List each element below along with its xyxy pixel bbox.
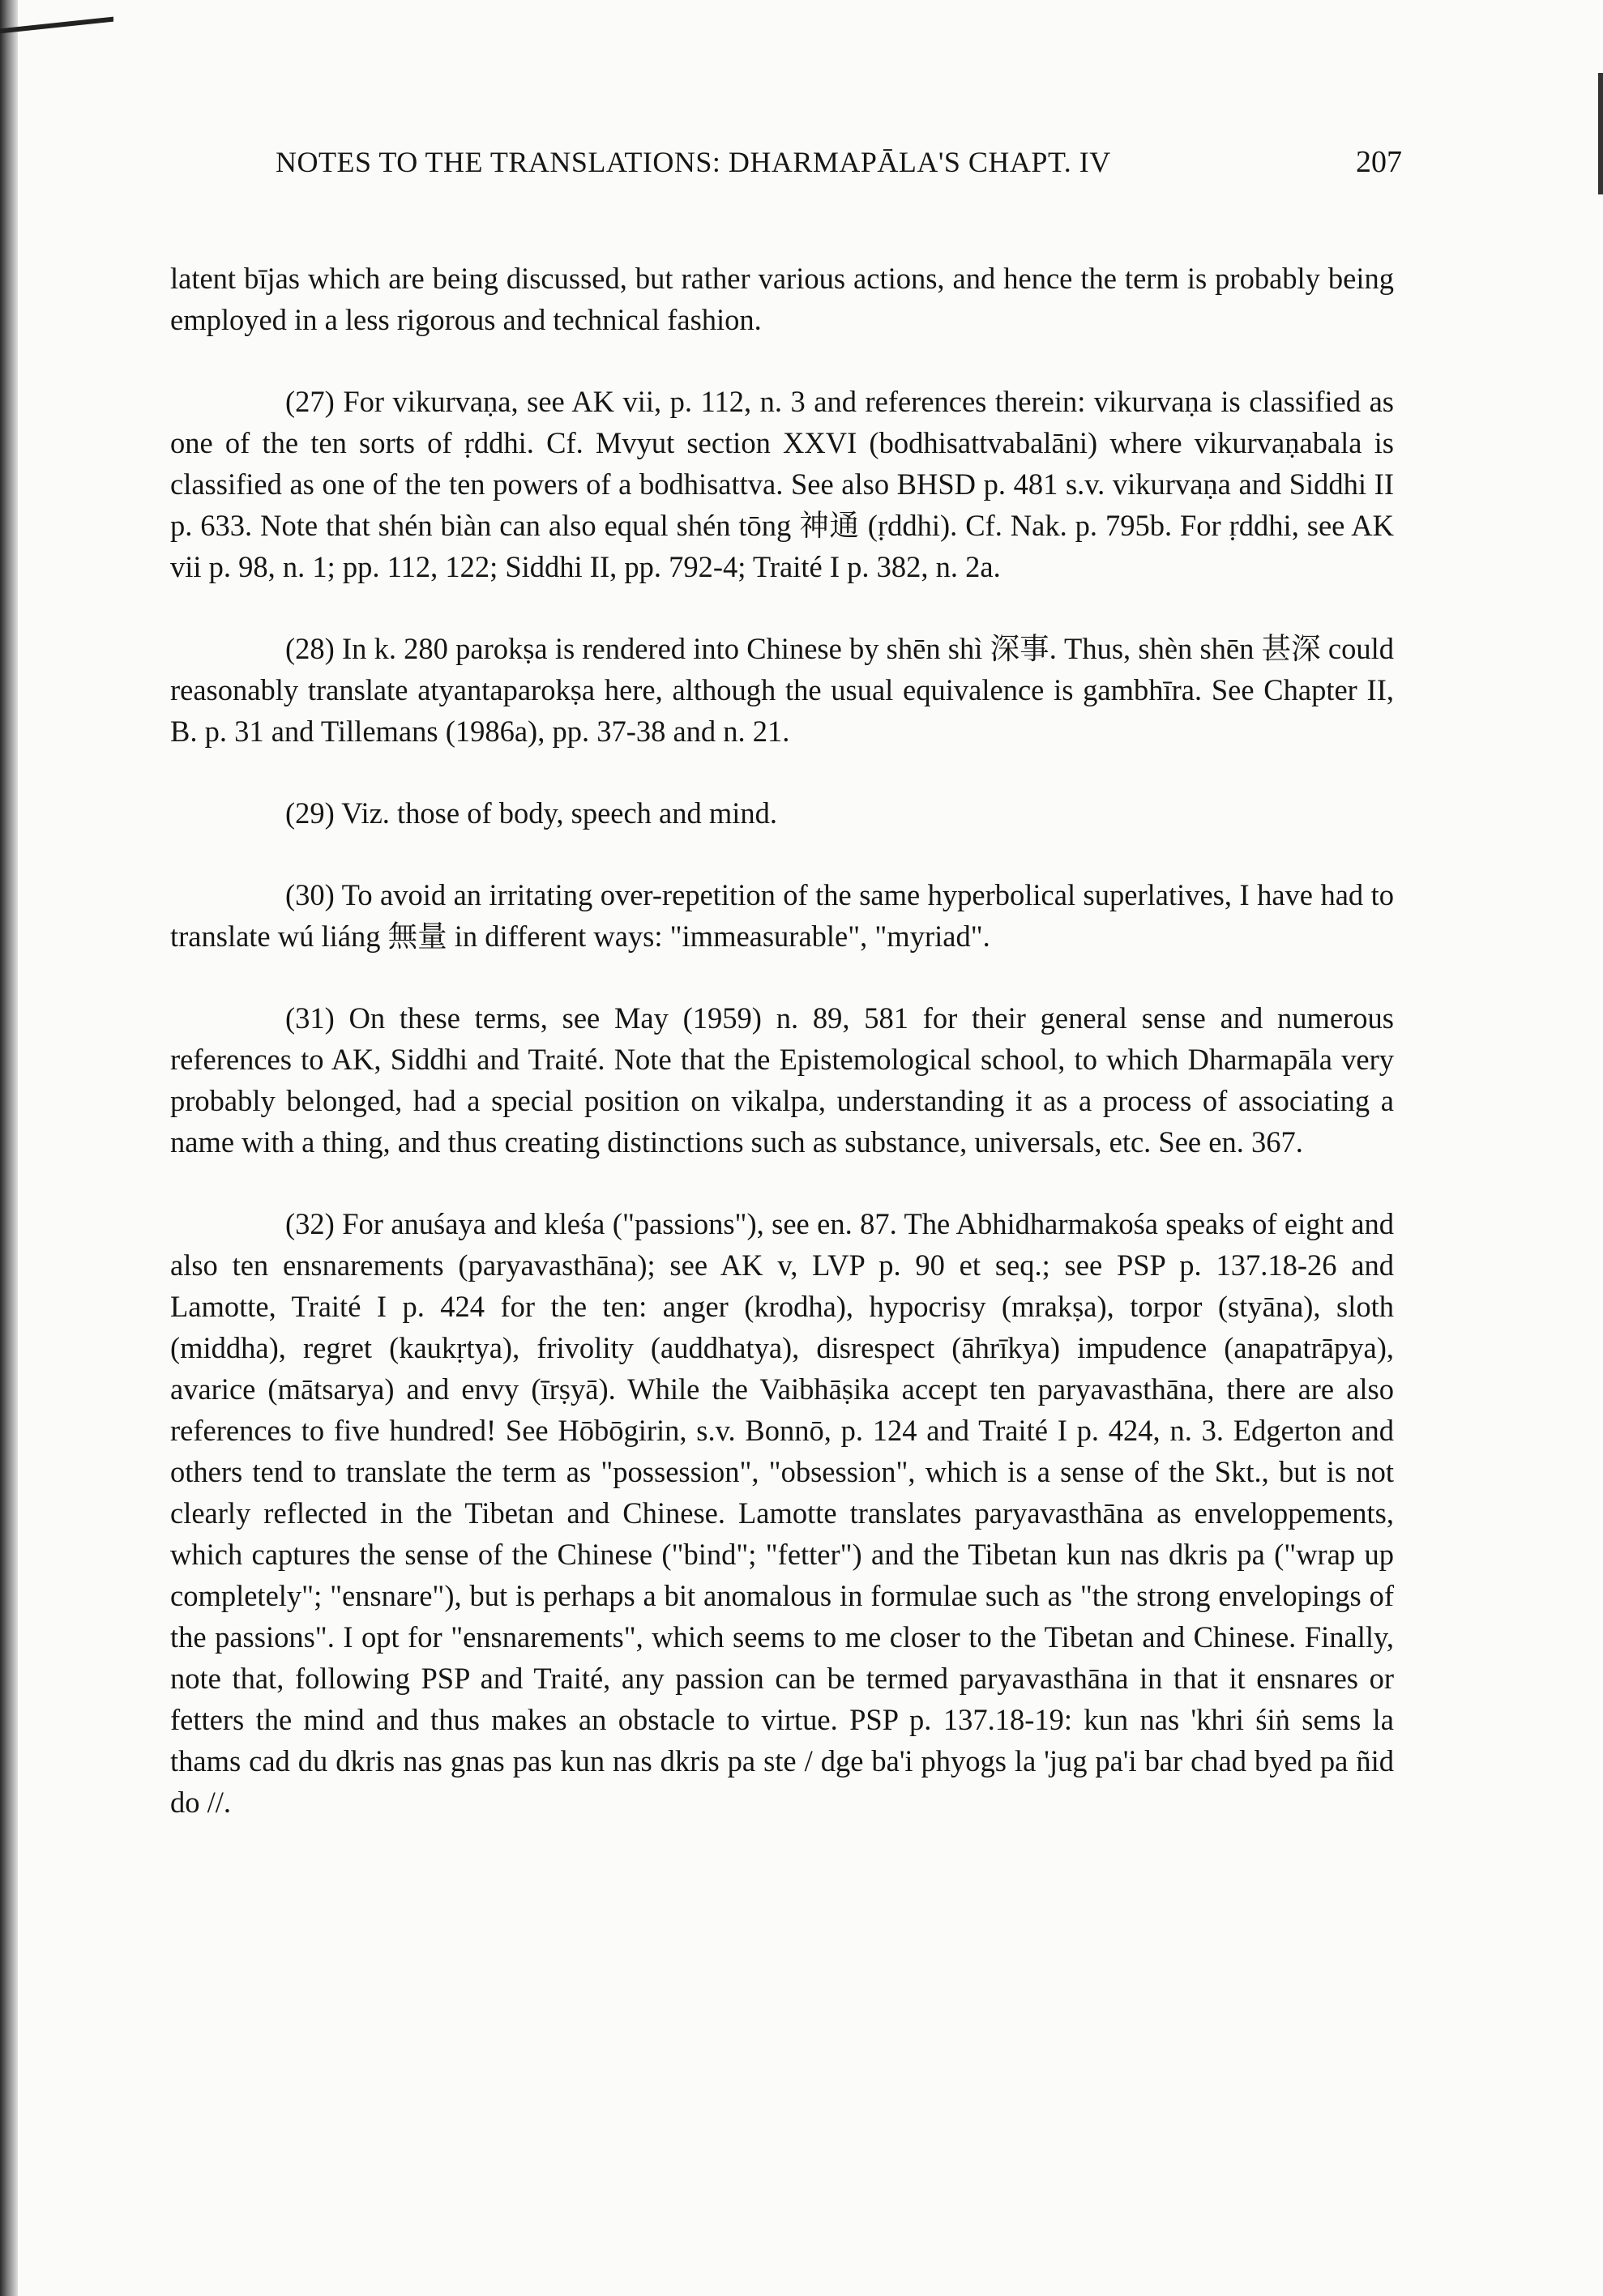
page-header [276,144,1402,193]
note-28: (28) In k. 280 parokṣa is rendered into Chinese by shēn shì 深事. Thus, shèn shēn 甚深 could reasonably translate atyantaparokṣa here, although the usual equivalence is gambhīra. See Chapter II, B. p. 31 and Tillemans (1986a), pp. 37-38 and n. 21. [170,632,1394,748]
note-32: (32) For anuśaya and kleśa ("passions"), see en. 87. The Abhidharmakośa speaks of eight and also ten ensnarements (paryavasthāna); see AK v, LVP p. 90 et seq.; see PSP p. 137.18-26 and Lamotte, Traité I p. 424 for the ten: anger (krodha), hypocrisy (mrakṣa), torpor (styāna), sloth (middha), regret (kaukṛtya), frivolity (auddhatya), disrespect (āhrīkya) impudence (anapatrāpya), avarice (mātsarya) and envy (īrṣyā). While the Vaibhāṣika accept ten paryavasthāna, there are also references to five hundred! See Hōbōgirin, s.v. Bonnō, p. 124 and Traité I p. 424, n. 3. Edgerton and others tend to translate the term as "possession", "obsession", which is a sense of the Skt., but is not clearly reflected in the Tibetan and Chinese. Lamotte translates paryavasthāna as enveloppements, which captures the sense of the Chinese ("bind"; "fetter") and the Tibetan kun nas dkris pa ("wrap up completely"; "ensnare"), but is perhaps a bit anomalous in formulae such as "the strong envelopings of the passions". I opt for "ensnarements", which seems to me closer to the Tibetan and Chinese. Finally, note that, following PSP and Traité, any passion can be termed paryavasthāna in that it ensnares or fetters the mind and thus makes an obstacle to virtue. PSP p. 137.18-19: kun nas 'khri śiṅ sems la thams cad du dkris nas gnas pas kun nas dkris pa ste / dge ba'i phyogs la 'jug pa'i bar chad byed pa ñid do //. [170,1207,1394,1819]
note-27: (27) For vikurvaṇa, see AK vii, p. 112, n. 3 and references therein: vikurvaṇa is classified as one of the ten sorts of ṛddhi. Cf. Mvyut section XXVI (bodhisattvabalāni) where vikurvaṇabala is classified as one of the ten powers of a bodhisattva. See also BHSD p. 481 s.v. vikurvaṇa and Siddhi II p. 633. Note that shén biàn can also equal shén tōng 神通 (ṛddhi). Cf. Nak. p. 795b. For ṛddhi, see AK vii p. 98, n. 1; pp. 112, 122; Siddhi II, pp. 792-4; Traité I p. 382, n. 2a. [170,385,1394,583]
running-head: NOTES TO THE TRANSLATIONS: DHARMAPĀLA'S CHAPT. IV [276,146,1111,178]
note-29: (29) Viz. those of body, speech and mind. [285,796,778,830]
page-number: 207 [1356,145,1402,179]
notes-body [170,258,1394,1823]
note-31: (31) On these terms, see May (1959) n. 89, 581 for their general sense and numerous references to AK, Siddhi and Traité. Note that the Epistemological school, to which Dharmapāla very probably belonged, had a special position on vikalpa, understanding it as a process of associating a name with a thing, and thus creating distinctions such as substance, universals, etc. See en. 367. [170,1001,1394,1159]
note-30: (30) To avoid an irritating over-repetition of the same hyperbolical superlatives, I have had to translate wú liáng 無量 in different ways: "immeasurable", "myriad". [170,878,1394,953]
note-continuation: latent bījas which are being discussed, but rather various actions, and hence the term is probably being employed in a less rigorous and technical fashion. [170,262,1394,336]
book-binding-shadow [0,0,18,2296]
page-edge-mark [1598,73,1603,194]
